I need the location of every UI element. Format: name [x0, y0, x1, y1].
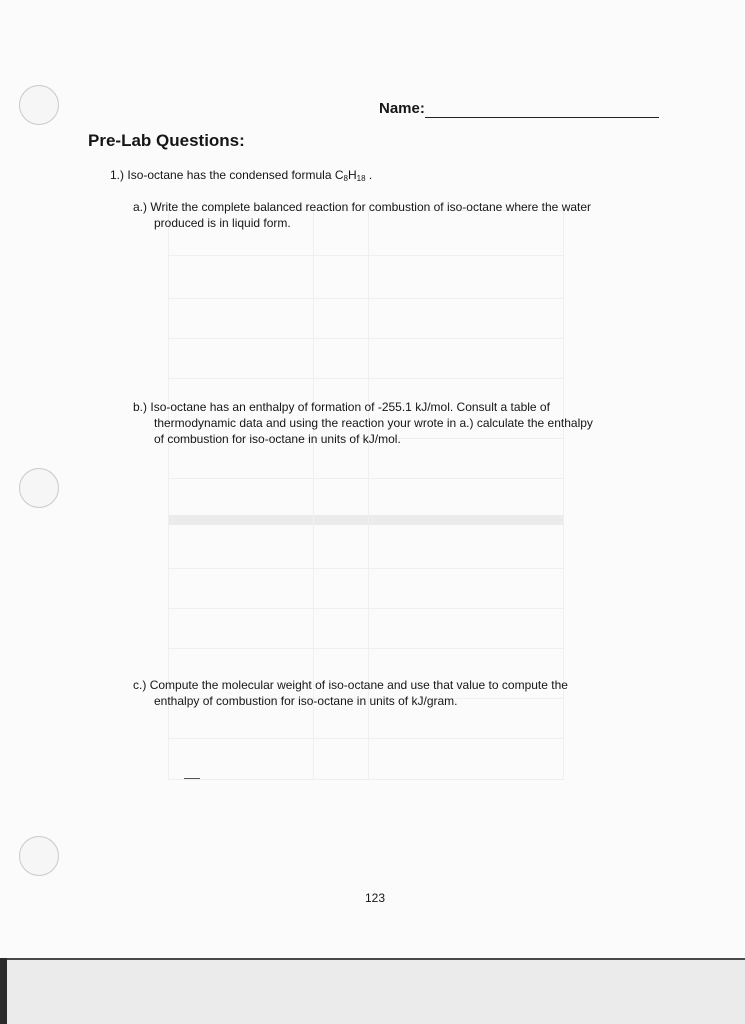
- scan-shadow: [0, 958, 7, 1024]
- part-b-line-1: Iso-octane has an enthalpy of formation of -255.1 kJ/mol. Consult a table of: [150, 400, 550, 414]
- stray-mark: [184, 778, 200, 779]
- punch-hole-top: [19, 85, 59, 125]
- question-part-c: [133, 677, 568, 709]
- part-b-line-2: thermodynamic data and using the reaction your wrote in a.) calculate the enthalpy: [154, 416, 593, 430]
- part-c-line-2: enthalpy of combustion for iso-octane in units of kJ/gram.: [154, 694, 458, 708]
- part-b-label: b.): [133, 400, 148, 414]
- part-b-line-3: of combustion for iso-octane in units of kJ/mol.: [154, 432, 401, 446]
- page-title: Pre-Lab Questions:: [88, 131, 245, 150]
- part-c-line-1: Compute the molecular weight of iso-octane and use that value to compute the: [149, 678, 568, 692]
- punch-hole-middle: [19, 468, 59, 508]
- question-1-number: 1.): [110, 168, 125, 182]
- punch-hole-bottom: [19, 836, 59, 876]
- scan-bed-edge: [0, 958, 745, 1024]
- part-c-label: c.): [133, 678, 147, 692]
- question-1: [110, 167, 372, 183]
- name-blank-line: [425, 117, 659, 118]
- part-a-line-1: Write the complete balanced reaction for combustion of iso-octane where the water: [150, 200, 592, 214]
- question-part-a: [133, 199, 591, 231]
- part-a-line-2: produced is in liquid form.: [154, 216, 291, 230]
- part-a-label: a.): [133, 200, 148, 214]
- question-part-b: [133, 399, 593, 447]
- name-label: Name:: [379, 100, 425, 117]
- paper-bottom-edge: [0, 958, 745, 960]
- question-1-text: Iso-octane has the condensed formula $C_8H_{18}$ .: [127, 168, 373, 183]
- page-number: 123: [365, 891, 386, 905]
